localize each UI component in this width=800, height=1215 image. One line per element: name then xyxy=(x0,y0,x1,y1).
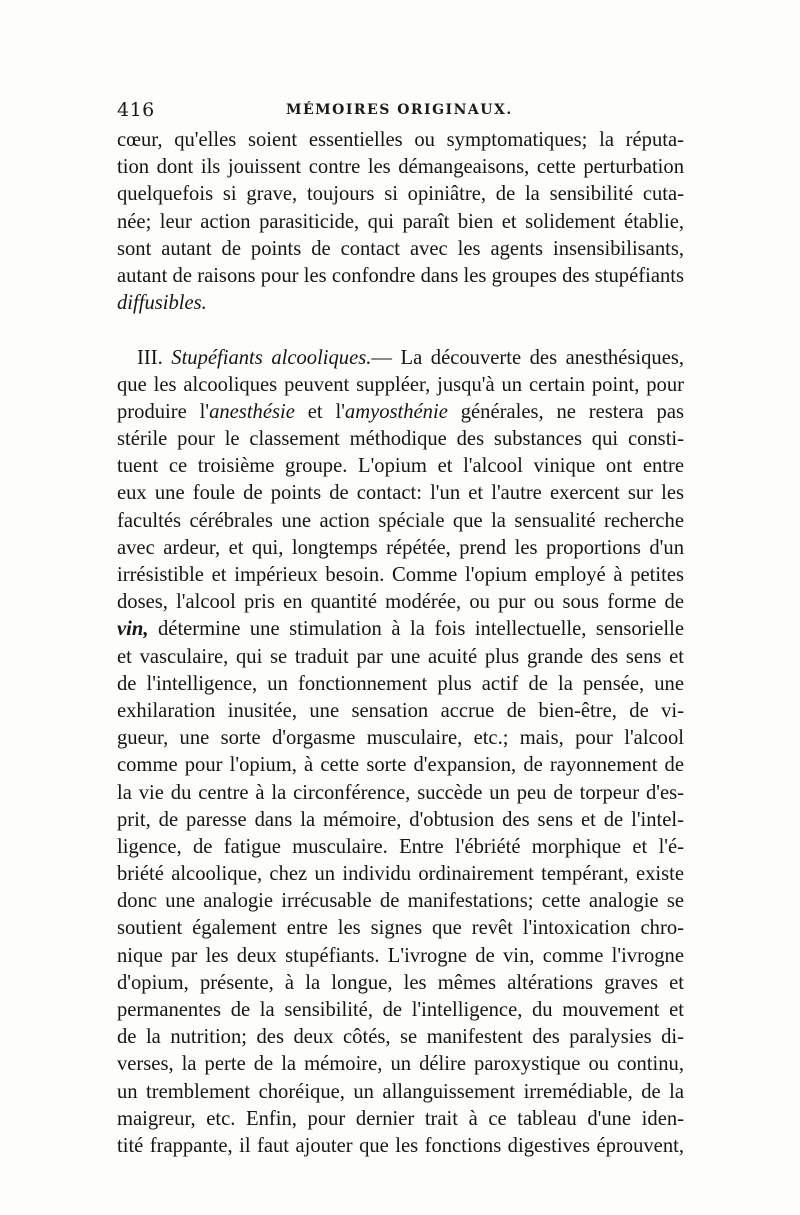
section-numeral: III. xyxy=(137,346,163,369)
text-fragment: produire l' xyxy=(117,400,210,423)
text-line: donc une analogie irrécusable de manifestations; cette analogie se xyxy=(117,890,684,913)
text-fragment: et l' xyxy=(294,400,345,423)
text-line xyxy=(117,616,684,643)
text-line: briété alcoolique, chez un individu ordinairement tempérant, existe xyxy=(117,863,684,886)
text-line: quelquefois si grave, toujours si opiniâtre, de la sensibilité cuta- xyxy=(117,183,684,206)
term-vin: vin, xyxy=(117,618,149,641)
text-line: de l'intelligence, un fonctionnement plus actif de la pensée, une xyxy=(117,672,684,695)
text-line: irrésistible et impérieux besoin. Comme l'opium employé à petites xyxy=(117,564,684,586)
text-line: prit, de paresse dans la mémoire, d'obtusion des sens et de l'intel- xyxy=(117,808,684,831)
text-line: sont autant de points de contact avec les agents insensibilisants, xyxy=(117,237,684,260)
text-line: comme pour l'opium, à cette sorte d'expansion, de rayonnement de xyxy=(117,754,684,777)
section-line-rest: — La découverte des anesthésiques, xyxy=(371,346,684,369)
text-line: cœur, qu'elles soient essentielles ou symptomatiques; la réputa- xyxy=(117,129,684,151)
page-header xyxy=(117,99,684,123)
text-line: de la nutrition; des deux côtés, se manifestent des paralysies di- xyxy=(117,1026,684,1049)
text-line: et vasculaire, qui se traduit par une acuité plus grande des sens et xyxy=(117,645,684,668)
term-anesthesie: anesthésie xyxy=(209,400,295,423)
text-line: soutient également entre les signes que revêt l'intoxication chro- xyxy=(117,917,684,940)
body-text xyxy=(117,127,684,1160)
text-line: doses, l'alcool pris en quantité modérée, ou pur ou sous forme de xyxy=(117,591,684,614)
text-line: verses, la perte de la mémoire, un délire paroxystique ou continu, xyxy=(117,1053,684,1076)
section-title: Stupéfiants alcooliques. xyxy=(171,346,372,369)
text-line: née; leur action parasiticide, qui paraît bien et solidement établie, xyxy=(117,210,684,233)
running-head: MÉMOIRES ORIGINAUX. xyxy=(286,102,513,118)
text-line: stérile pour le classement méthodique des substances qui consti- xyxy=(117,428,684,451)
text-line: ligence, de fatigue musculaire. Entre l'ébriété morphique et l'é- xyxy=(117,835,684,858)
text-line: d'opium, présente, à la longue, les mêmes altérations graves et xyxy=(117,971,684,994)
text-line: nique par les deux stupéfiants. L'ivrogne de vin, comme l'ivrogne xyxy=(117,944,684,967)
text-line: que les alcooliques peuvent suppléer, jusqu'à un certain point, pour xyxy=(117,373,684,396)
text-line-italic: diffusibles. xyxy=(117,292,207,315)
text-fragment: détermine une stimulation à la fois intellectuelle, sensorielle xyxy=(148,618,684,641)
text-line: facultés cérébrales une action spéciale que la sensualité recherche xyxy=(117,509,684,532)
text-line: avec ardeur, et qui, longtemps répétée, prend les proportions d'un xyxy=(117,536,684,559)
text-line: maigreur, etc. Enfin, pour dernier trait à ce tableau d'une iden- xyxy=(117,1107,684,1130)
text-line: tité frappante, il faut ajouter que les fonctions digestives éprouvent, xyxy=(117,1134,684,1157)
text-line: permanentes de la sensibilité, de l'intelligence, du mouvement et xyxy=(117,999,684,1021)
text-line: tion dont ils jouissent contre les démangeaisons, cette perturbation xyxy=(117,156,684,179)
text-line: un tremblement choréique, un allanguissement irremédiable, de la xyxy=(117,1080,684,1103)
paragraph-gap xyxy=(117,317,684,344)
term-amyosthenie: amyosthénie xyxy=(344,400,448,423)
text-line: exhilaration inusitée, une sensation accrue de bien-être, de vi- xyxy=(117,699,684,722)
text-line xyxy=(117,399,684,426)
text-line: eux une foule de points de contact: l'un et l'autre exercent sur les xyxy=(117,482,684,505)
text-line: gueur, une sorte d'orgasme musculaire, etc.; mais, pour l'alcool xyxy=(117,727,684,750)
text-line: tuent ce troisième groupe. L'opium et l'alcool vinique ont entre xyxy=(117,455,684,478)
section-heading-line xyxy=(117,345,684,372)
page-number: 416 xyxy=(117,99,155,121)
text-fragment: générales, ne restera pas xyxy=(447,400,684,423)
text-line: la vie du centre à la circonférence, succède un peu de torpeur d'es- xyxy=(117,781,684,804)
text-line: autant de raisons pour les confondre dans les groupes des stupéfiants xyxy=(117,264,684,287)
